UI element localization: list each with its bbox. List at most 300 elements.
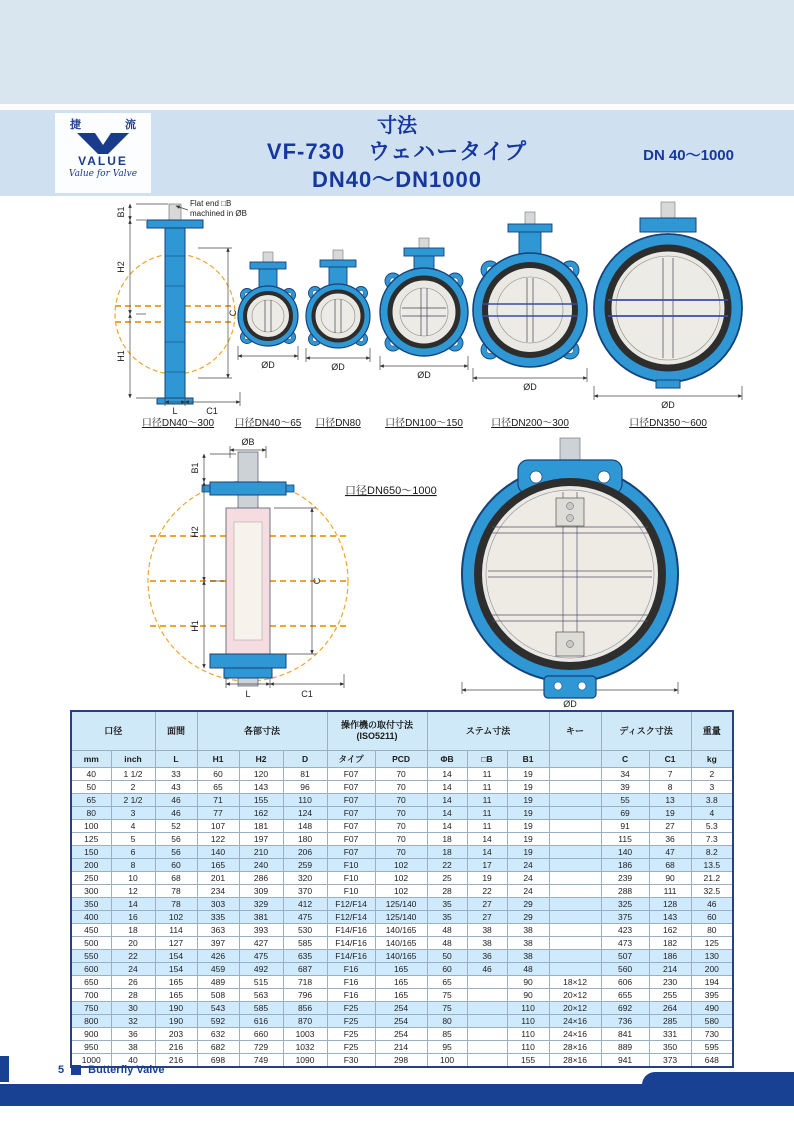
front-view-dn350-600 — [594, 202, 742, 429]
table-cell: F16 — [327, 976, 375, 989]
table-cell: 350 — [649, 1041, 691, 1054]
table-row — [71, 781, 733, 794]
table-cell — [549, 885, 601, 898]
table-cell: 36 — [649, 833, 691, 846]
table-row — [71, 807, 733, 820]
table-cell: 718 — [283, 976, 327, 989]
table-cell: 200 — [691, 963, 733, 976]
table-cell: 100 — [71, 820, 111, 833]
table-cell: 24×16 — [549, 1015, 601, 1028]
table-cell: 19 — [507, 807, 549, 820]
table-cell: 102 — [375, 872, 427, 885]
table-cell: 1000 — [71, 1054, 111, 1068]
table-cell: 8 — [111, 859, 155, 872]
table-cell: 70 — [375, 781, 427, 794]
table-cell: 38 — [507, 950, 549, 963]
table-cell: 216 — [155, 1054, 197, 1068]
page-header — [0, 110, 794, 196]
table-cell: 560 — [601, 963, 649, 976]
table-cell: 125/140 — [375, 898, 427, 911]
column-subheader: D — [283, 751, 327, 768]
table-cell: 259 — [283, 859, 327, 872]
table-cell: 33 — [155, 768, 197, 781]
table-cell: 165 — [155, 976, 197, 989]
table-cell: 56 — [155, 846, 197, 859]
left-edge-tab — [0, 1056, 9, 1082]
column-subheader: タイプ — [327, 751, 375, 768]
table-cell: 186 — [601, 859, 649, 872]
dn-range-note: DN 40～1000 — [643, 147, 734, 164]
table-cell: 165 — [155, 989, 197, 1002]
table-cell: 32 — [111, 1015, 155, 1028]
table-cell: 107 — [197, 820, 239, 833]
table-cell: 19 — [649, 807, 691, 820]
table-cell: 197 — [239, 833, 283, 846]
table-cell: 412 — [283, 898, 327, 911]
table-cell: 80 — [691, 924, 733, 937]
table-cell: F07 — [327, 807, 375, 820]
table-row — [71, 820, 733, 833]
table-cell — [549, 924, 601, 937]
table-cell: 18 — [111, 924, 155, 937]
table-cell: 70 — [375, 820, 427, 833]
table-cell: 70 — [375, 846, 427, 859]
column-subheader: C1 — [649, 751, 691, 768]
table-cell: 46 — [467, 963, 507, 976]
table-cell: 729 — [239, 1041, 283, 1054]
drawing-row2 — [0, 436, 794, 708]
table-cell: 2 — [691, 768, 733, 781]
table-cell: 22 — [111, 950, 155, 963]
table-cell: 508 — [197, 989, 239, 1002]
table-cell: 14 — [427, 768, 467, 781]
table-cell: 140 — [197, 846, 239, 859]
table-cell: 230 — [649, 976, 691, 989]
table-cell: 12 — [111, 885, 155, 898]
table-cell: F25 — [327, 1015, 375, 1028]
table-cell: 48 — [427, 937, 467, 950]
table-cell: 165 — [375, 963, 427, 976]
table-row — [71, 924, 733, 937]
table-cell: 796 — [283, 989, 327, 1002]
table-cell: 38 — [507, 924, 549, 937]
table-cell: 350 — [71, 898, 111, 911]
table-cell — [467, 1041, 507, 1054]
table-cell: 492 — [239, 963, 283, 976]
table-cell: 19 — [507, 846, 549, 859]
dimension-table — [70, 710, 734, 1068]
table-cell: F16 — [327, 963, 375, 976]
table-cell: 335 — [197, 911, 239, 924]
table-cell: 736 — [601, 1015, 649, 1028]
table-cell: 95 — [427, 1041, 467, 1054]
table-cell: 165 — [375, 989, 427, 1002]
table-cell: 125 — [691, 937, 733, 950]
table-cell: 77 — [197, 807, 239, 820]
table-cell: 300 — [71, 885, 111, 898]
table-cell: 130 — [691, 950, 733, 963]
dim-c: C — [228, 309, 238, 317]
table-cell: 28 — [427, 885, 467, 898]
table-cell: F14/F16 — [327, 950, 375, 963]
table-cell: 700 — [71, 989, 111, 1002]
table-cell: 154 — [155, 963, 197, 976]
side-view-dn650-1000 — [148, 437, 437, 699]
dim-l-2: L — [245, 689, 251, 699]
table-cell: 749 — [239, 1054, 283, 1068]
table-cell: 75 — [427, 989, 467, 1002]
table-cell: 46 — [155, 794, 197, 807]
table-cell: 8 — [649, 781, 691, 794]
table-row — [71, 794, 733, 807]
dim-h2-2: H2 — [190, 526, 200, 538]
table-cell: 655 — [601, 989, 649, 1002]
table-cell: 29 — [507, 898, 549, 911]
table-cell — [549, 768, 601, 781]
table-cell: 28 — [111, 989, 155, 1002]
table-cell: 55 — [601, 794, 649, 807]
table-cell: 25 — [427, 872, 467, 885]
table-cell: 110 — [507, 1041, 549, 1054]
table-row — [71, 989, 733, 1002]
table-cell: 6 — [111, 846, 155, 859]
dim-c-2: C — [312, 577, 322, 585]
table-cell: 600 — [71, 963, 111, 976]
annotation-flat-end: Flat end □B — [190, 199, 232, 208]
column-subheader: □B — [467, 751, 507, 768]
table-cell: 28×16 — [549, 1054, 601, 1068]
table-cell: 563 — [239, 989, 283, 1002]
table-cell: 800 — [71, 1015, 111, 1028]
table-cell: 36 — [111, 1028, 155, 1041]
table-cell: 18×12 — [549, 976, 601, 989]
front-view-dn100-150 — [380, 238, 468, 429]
table-cell: 48 — [427, 924, 467, 937]
table-cell: 30 — [111, 1002, 155, 1015]
table-cell — [549, 937, 601, 950]
table-cell: 331 — [649, 1028, 691, 1041]
table-cell: 3 — [111, 807, 155, 820]
table-cell: 363 — [197, 924, 239, 937]
table-cell: 214 — [649, 963, 691, 976]
table-row — [71, 846, 733, 859]
table-cell: 7.3 — [691, 833, 733, 846]
page-title-line3: DN40～DN1000 — [312, 167, 482, 192]
table-row — [71, 950, 733, 963]
table-cell: 190 — [155, 1002, 197, 1015]
table-cell: 22 — [427, 859, 467, 872]
table-row — [71, 1028, 733, 1041]
table-cell: 81 — [283, 768, 327, 781]
column-subheader: ΦB — [427, 751, 467, 768]
table-cell: 1032 — [283, 1041, 327, 1054]
table-cell: 210 — [239, 846, 283, 859]
table-cell: 110 — [283, 794, 327, 807]
table-cell: 650 — [71, 976, 111, 989]
table-cell: 329 — [239, 898, 283, 911]
table-cell: 14 — [427, 820, 467, 833]
table-cell — [549, 963, 601, 976]
footer-label: Butterfly Valve — [88, 1064, 165, 1076]
table-cell: 22 — [467, 885, 507, 898]
table-cell: 71 — [197, 794, 239, 807]
table-cell: 255 — [649, 989, 691, 1002]
table-cell: 426 — [197, 950, 239, 963]
page-footer — [0, 1062, 794, 1106]
table-cell: 10 — [111, 872, 155, 885]
table-cell: 150 — [71, 846, 111, 859]
table-cell: 124 — [283, 807, 327, 820]
column-subheader: L — [155, 751, 197, 768]
table-cell: 80 — [71, 807, 111, 820]
table-cell — [467, 989, 507, 1002]
table-cell: 38 — [467, 937, 507, 950]
table-cell: 507 — [601, 950, 649, 963]
table-cell: 19 — [507, 768, 549, 781]
dim-phid-5: ØD — [661, 400, 675, 410]
logo-v-icon — [75, 132, 131, 156]
table-cell: 11 — [467, 781, 507, 794]
table-cell: 14 — [427, 781, 467, 794]
table-cell: 60 — [427, 963, 467, 976]
table-cell: 595 — [691, 1041, 733, 1054]
table-cell: F10 — [327, 885, 375, 898]
table-cell: 489 — [197, 976, 239, 989]
table-row — [71, 898, 733, 911]
table-cell: 148 — [283, 820, 327, 833]
table-cell: F25 — [327, 1041, 375, 1054]
table-cell: F07 — [327, 781, 375, 794]
table-cell: 70 — [375, 833, 427, 846]
table-body — [71, 768, 733, 1068]
table-cell: 1 1/2 — [111, 768, 155, 781]
side-view-dn40-300 — [115, 199, 247, 429]
page-number: 5 — [58, 1064, 65, 1076]
table-row — [71, 937, 733, 950]
table-cell: 90 — [649, 872, 691, 885]
table-group-row — [71, 711, 733, 751]
table-cell: F07 — [327, 820, 375, 833]
dim-h1-2: H1 — [190, 620, 200, 632]
table-cell: 18 — [427, 846, 467, 859]
table-cell: 264 — [649, 1002, 691, 1015]
caption-front1: 口径DN40～65 — [234, 418, 302, 429]
column-subheader: H2 — [239, 751, 283, 768]
table-row — [71, 963, 733, 976]
table-cell: 35 — [427, 911, 467, 924]
table-cell: 14 — [427, 807, 467, 820]
column-group-header: ディスク寸法 — [601, 711, 691, 751]
column-subheader: PCD — [375, 751, 427, 768]
table-cell: 11 — [467, 820, 507, 833]
table-cell: F07 — [327, 794, 375, 807]
table-cell: 400 — [71, 911, 111, 924]
table-cell: 85 — [427, 1028, 467, 1041]
table-cell: 692 — [601, 1002, 649, 1015]
column-subheader: kg — [691, 751, 733, 768]
front-view-dn200-300 — [473, 212, 587, 429]
table-cell: 140/165 — [375, 937, 427, 950]
table-cell: 46 — [691, 898, 733, 911]
caption-front3: 口径DN100～150 — [385, 418, 463, 429]
table-cell: 40 — [111, 1054, 155, 1068]
table-cell: 250 — [71, 872, 111, 885]
table-cell — [549, 911, 601, 924]
dim-h1: H1 — [116, 350, 126, 362]
table-cell: 298 — [375, 1054, 427, 1068]
table-cell: 750 — [71, 1002, 111, 1015]
table-cell: 186 — [649, 950, 691, 963]
table-cell: 155 — [507, 1054, 549, 1068]
table-cell: 475 — [239, 950, 283, 963]
table-cell: 206 — [283, 846, 327, 859]
table-cell: 24×16 — [549, 1028, 601, 1041]
table-cell: 78 — [155, 885, 197, 898]
caption-front2: 口径DN80 — [315, 418, 361, 429]
table-cell: 143 — [239, 781, 283, 794]
table-cell — [549, 807, 601, 820]
table-cell: 543 — [197, 1002, 239, 1015]
table-cell: 96 — [283, 781, 327, 794]
table-cell: 27 — [467, 898, 507, 911]
dim-phid-4: ØD — [523, 382, 537, 392]
table-cell: 393 — [239, 924, 283, 937]
table-cell: 34 — [601, 768, 649, 781]
table-cell: 35 — [427, 898, 467, 911]
table-cell: 102 — [375, 859, 427, 872]
table-cell: 254 — [375, 1002, 427, 1015]
table-cell: 110 — [507, 1015, 549, 1028]
dim-b1-2: B1 — [190, 462, 200, 474]
footer-bar — [0, 1084, 794, 1106]
table-cell: 214 — [375, 1041, 427, 1054]
table-cell: 32.5 — [691, 885, 733, 898]
table-cell: 19 — [507, 794, 549, 807]
table-cell: F10 — [327, 872, 375, 885]
table-cell: 648 — [691, 1054, 733, 1068]
table-cell: 20 — [111, 937, 155, 950]
table-cell: 181 — [239, 820, 283, 833]
table-cell: 530 — [283, 924, 327, 937]
dim-phid-3: ØD — [417, 370, 431, 380]
table-cell: 70 — [375, 807, 427, 820]
dim-b1: B1 — [116, 206, 126, 218]
table-cell: 68 — [649, 859, 691, 872]
table-row — [71, 885, 733, 898]
dim-l: L — [172, 406, 178, 416]
table-cell: 856 — [283, 1002, 327, 1015]
table-cell: 16 — [111, 911, 155, 924]
table-cell: 40 — [71, 768, 111, 781]
column-subheader: mm — [71, 751, 111, 768]
table-cell: 2 — [111, 781, 155, 794]
table-cell: 39 — [601, 781, 649, 794]
table-cell: 423 — [601, 924, 649, 937]
page-title-line2: VF-730 ウェハータイプ — [266, 139, 528, 164]
table-cell: 100 — [427, 1054, 467, 1068]
table-cell: 80 — [427, 1015, 467, 1028]
table-cell: 29 — [507, 911, 549, 924]
table-cell: 114 — [155, 924, 197, 937]
table-cell: 90 — [507, 976, 549, 989]
logo-cn-right: 流 — [125, 119, 136, 131]
table-cell: 870 — [283, 1015, 327, 1028]
table-cell: 110 — [507, 1028, 549, 1041]
table-cell: 3.8 — [691, 794, 733, 807]
table-cell: 698 — [197, 1054, 239, 1068]
table-cell: 20×12 — [549, 989, 601, 1002]
table-cell: 24 — [111, 963, 155, 976]
table-cell: 473 — [601, 937, 649, 950]
table-cell: 320 — [283, 872, 327, 885]
table-cell: 50 — [71, 781, 111, 794]
table-cell: 240 — [239, 859, 283, 872]
dim-c1: C1 — [206, 406, 218, 416]
table-cell: 900 — [71, 1028, 111, 1041]
table-cell: 38 — [507, 937, 549, 950]
table-cell: 254 — [375, 1028, 427, 1041]
table-cell: 140 — [601, 846, 649, 859]
table-cell: 24 — [507, 872, 549, 885]
dim-phid-6: ØD — [563, 699, 577, 708]
footer-bar-step — [642, 1072, 794, 1085]
table-cell: 122 — [197, 833, 239, 846]
table-cell: 459 — [197, 963, 239, 976]
table-row — [71, 768, 733, 781]
table-cell: 120 — [239, 768, 283, 781]
table-cell: 24 — [507, 885, 549, 898]
front-view-dn40-65 — [235, 252, 302, 429]
table-cell: 4 — [691, 807, 733, 820]
table-cell: F30 — [327, 1054, 375, 1068]
column-group-header: 操作機の取付寸法 (ISO5211) — [327, 711, 427, 751]
table-cell: 941 — [601, 1054, 649, 1068]
table-cell: 18 — [427, 833, 467, 846]
table-cell: 165 — [375, 976, 427, 989]
table-cell — [549, 820, 601, 833]
column-subheader: inch — [111, 751, 155, 768]
table-cell — [549, 950, 601, 963]
table-cell: 19 — [507, 781, 549, 794]
column-group-header: 重量 — [691, 711, 733, 751]
page-title-line1: 寸法 — [377, 115, 417, 137]
table-cell: 616 — [239, 1015, 283, 1028]
caption-front5: 口径DN350～600 — [629, 418, 707, 429]
table-row — [71, 859, 733, 872]
table-cell: 11 — [467, 794, 507, 807]
table-cell: 397 — [197, 937, 239, 950]
table-cell: 27 — [467, 911, 507, 924]
table-cell: 203 — [155, 1028, 197, 1041]
table-cell: 38 — [467, 924, 507, 937]
table-cell: 24 — [507, 859, 549, 872]
dim-phib: ØB — [241, 437, 255, 447]
caption-front4: 口径DN200～300 — [491, 418, 569, 429]
table-cell: 27 — [649, 820, 691, 833]
table-cell: 102 — [155, 911, 197, 924]
table-cell: 70 — [375, 794, 427, 807]
front-view-dn80 — [306, 250, 370, 429]
table-cell: 325 — [601, 898, 649, 911]
table-cell — [549, 833, 601, 846]
table-cell: 515 — [239, 976, 283, 989]
table-cell: 78 — [155, 898, 197, 911]
table-cell: 47 — [649, 846, 691, 859]
table-cell: 19 — [507, 820, 549, 833]
table-cell: 606 — [601, 976, 649, 989]
table-cell: 450 — [71, 924, 111, 937]
column-subheader: C — [601, 751, 649, 768]
